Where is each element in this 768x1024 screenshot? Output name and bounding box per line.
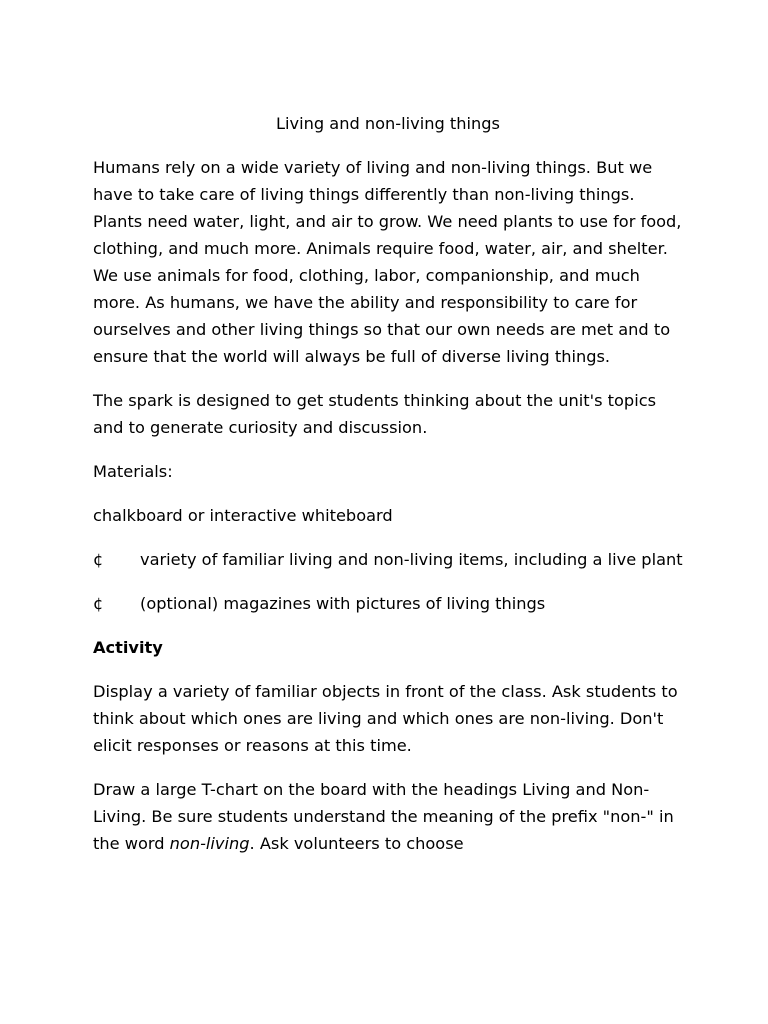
- spark-paragraph: The spark is designed to get students thinking about the unit's topics and to generate curiosity and discussion.: [93, 391, 657, 437]
- activity-paragraph: Display a variety of familiar objects in front of the class. Ask students to think about which ones are living and which ones are non-living. Don't elicit responses or reasons at this time.: [93, 682, 678, 755]
- intro-paragraph: Humans rely on a wide variety of living and non-living things. But we have to take care of living things differently than non-living things. Plants need water, light, and air to grow. We need plants to use for food, clothing, and much more. Animals require food, water, air, and shelter. We use animals for food, clothing, labor, companionship, and much more. As humans, we have the ability and responsibility to care for ourselves and other living things so that our own needs are met and to ensure that the world will always be full of diverse living things.: [93, 158, 682, 366]
- bullet-symbol: ¢: [93, 550, 104, 569]
- material-item-familiar-items: [93, 546, 683, 573]
- activity-heading: Activity: [93, 638, 163, 657]
- document-page: [93, 110, 683, 874]
- material-item-magazines: [93, 590, 683, 617]
- material-item-chalkboard: chalkboard or interactive whiteboard: [93, 506, 393, 525]
- tchart-paragraph: [93, 776, 683, 857]
- bullet-symbol: ¢: [93, 594, 104, 613]
- materials-label: Materials:: [93, 462, 173, 481]
- tchart-italic-term: non-living: [169, 834, 250, 853]
- document-title: Living and non-living things: [276, 114, 500, 133]
- material-item-text: (optional) magazines with pictures of living things: [140, 594, 546, 613]
- tchart-text-end: . Ask volunteers to choose: [249, 834, 464, 853]
- material-item-text: variety of familiar living and non-living items, including a live plant: [140, 550, 683, 569]
- tchart-text-start: Draw a large T-chart on the board with the headings Living and Non- Living. Be sure students understand the meaning of the prefix "non-" in the word: [93, 780, 674, 853]
